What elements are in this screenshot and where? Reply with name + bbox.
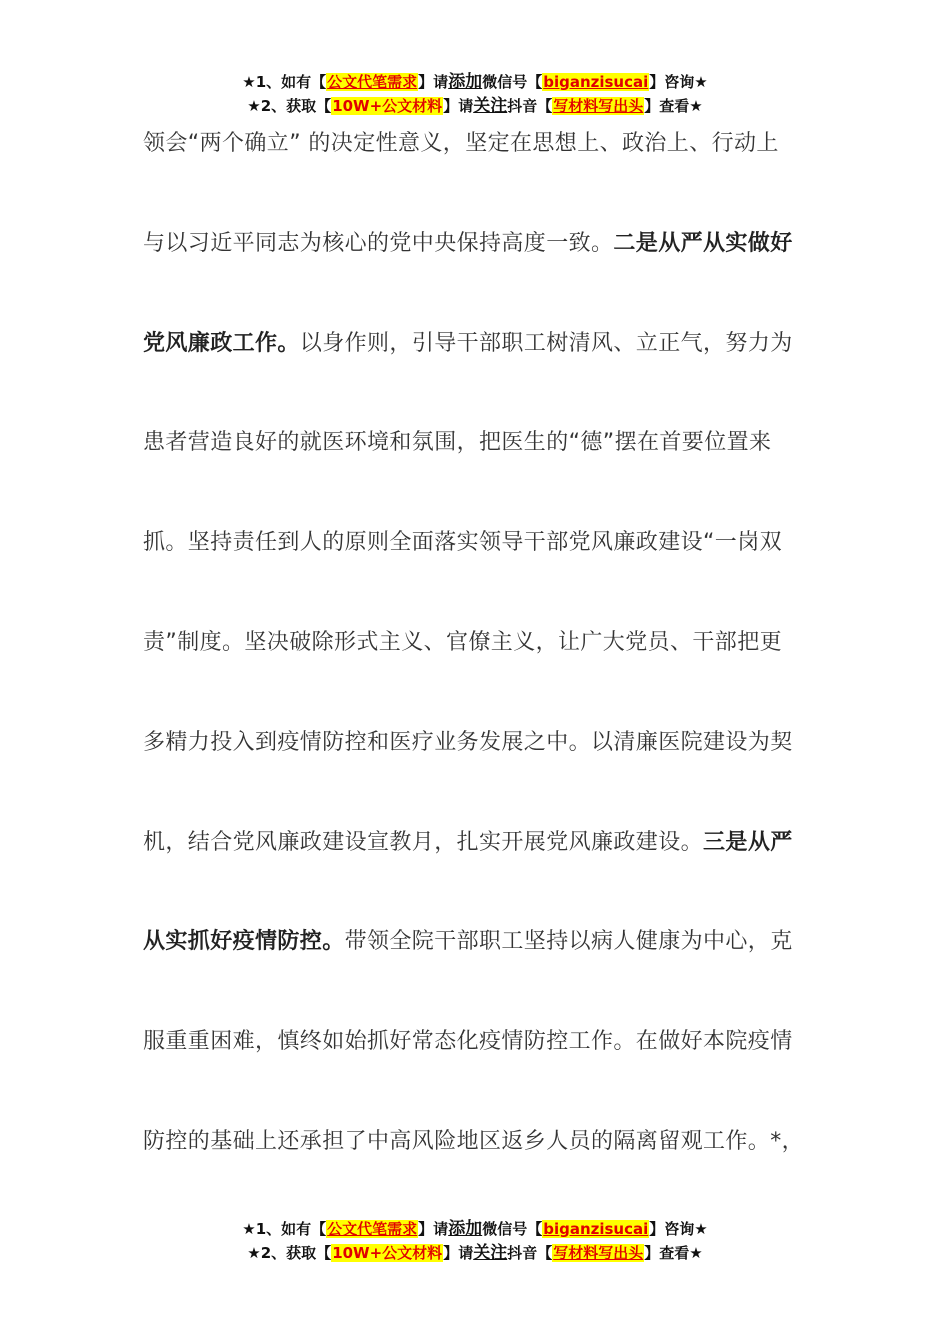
- highlight-wechat-id: biganzisucai: [543, 73, 649, 91]
- text-line: 与以习近平同志为核心的党中央保持高度一致。二是从严从实做好: [143, 230, 793, 256]
- highlight-service: 公文代笔需求: [327, 73, 418, 91]
- bold-heading: 三是从严: [703, 829, 793, 855]
- bold-heading: 党风廉政工作。: [143, 330, 300, 356]
- highlight-materials: 10W+公文材料: [332, 97, 443, 115]
- banner-line-1: ★1、如有【公文代笔需求】请添加微信号【biganzisucai】咨询★: [242, 1219, 708, 1239]
- banner-line-2: ★2、获取【10W+公文材料】请关注抖音【写材料写出头】查看★: [247, 96, 703, 116]
- text-line: 责”制度。坚决破除形式主义、官僚主义，让广大党员、干部把更: [143, 629, 782, 655]
- highlight-wechat-id: biganzisucai: [543, 1220, 649, 1238]
- top-banner: [0, 70, 950, 118]
- text-line: 抓。坚持责任到人的原则全面落实领导干部党风廉政建设“一岗双: [143, 530, 782, 556]
- text-line: 服重重困难，慎终如始抓好常态化疫情防控工作。在做好本院疫情: [143, 1029, 793, 1055]
- highlight-douyin-account: 写材料写出头: [553, 1244, 644, 1262]
- banner-line-2: ★2、获取【10W+公文材料】请关注抖音【写材料写出头】查看★: [247, 1243, 703, 1263]
- highlight-service: 公文代笔需求: [327, 1220, 418, 1238]
- body-text: [143, 121, 807, 1219]
- text-line: 机，结合党风廉政建设宣教月，扎实开展党风廉政建设。三是从严: [143, 829, 793, 855]
- highlight-douyin-account: 写材料写出头: [553, 97, 644, 115]
- text-line: 防控的基础上还承担了中高风险地区返乡人员的隔离留观工作。*，: [143, 1128, 805, 1154]
- text-line: 从实抓好疫情防控。带领全院干部职工坚持以病人健康为中心，克: [143, 929, 793, 955]
- banner-line-1: ★1、如有【公文代笔需求】请添加微信号【biganzisucai】咨询★: [242, 72, 708, 92]
- text-line: 领会“两个确立” 的决定性意义，坚定在思想上、政治上、行动上: [143, 131, 779, 156]
- bottom-banner: [0, 1217, 950, 1265]
- bold-heading: 二是从严从实做好: [613, 230, 793, 256]
- text-line: 患者营造良好的就医环境和氛围，把医生的“德”摆在首要位置来: [143, 430, 772, 456]
- bold-heading: 从实抓好疫情防控。: [143, 929, 345, 955]
- text-line: 党风廉政工作。以身作则，引导干部职工树清风、立正气，努力为: [143, 330, 793, 356]
- text-line: 多精力投入到疫情防控和医疗业务发展之中。以清廉医院建设为契: [143, 729, 793, 755]
- highlight-materials: 10W+公文材料: [332, 1244, 443, 1262]
